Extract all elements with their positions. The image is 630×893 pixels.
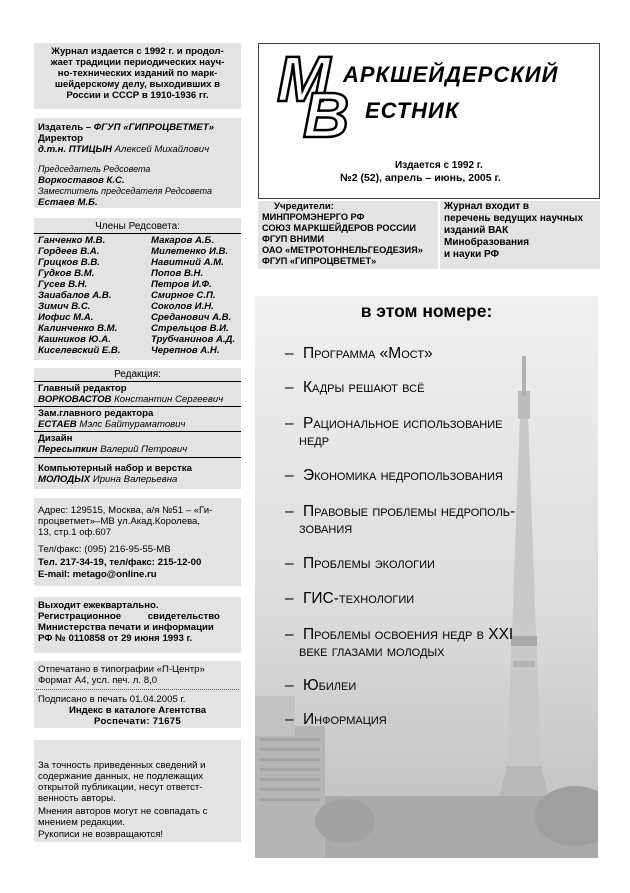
council-member: Смирное С.П. <box>151 290 216 301</box>
founder-item: ФГУП «ГИПРОЦВЕТМЕТ» <box>262 256 377 266</box>
vak-line: Минобразования <box>444 237 530 248</box>
vak-line: и науки РФ <box>444 249 500 260</box>
deputy-line <box>38 419 185 430</box>
printing-divider <box>36 689 239 690</box>
signed-date: Подписано в печать 01.04.2005 г. <box>38 694 186 705</box>
address-line: 13, стр.1 оф.607 <box>38 527 112 538</box>
masthead <box>258 43 600 199</box>
editorial-divider <box>34 406 241 407</box>
council-member: Гудков В.М. <box>38 268 95 279</box>
phone-line: Тел. 217-34-19, тел/факс: 215-12-00 <box>38 557 202 568</box>
publisher-name: ФГУП «ГИПРОЦВЕТМЕТ» <box>93 122 215 133</box>
since-text: Издается с 1992 г. <box>395 160 483 171</box>
council-member: Петров И.Ф. <box>151 279 212 290</box>
founder-item: ОАО «МЕТРОТОННЕЛЬГЕОДЕЗИЯ» <box>262 245 423 255</box>
chair-label: Председатель Редсовета <box>38 164 151 174</box>
council-member: Соколов И.Н. <box>151 301 214 312</box>
logo-letter-v: В <box>303 79 350 151</box>
disclaimer-line: открытой публикации, несут ответст- <box>38 782 203 793</box>
intro-line: России и СССР в 1910-1936 гг. <box>66 90 209 101</box>
director-label: Директор <box>38 133 84 144</box>
disclaimer-line: содержание данных, не подлежащих <box>38 771 204 782</box>
title-word2: ЕСТНИК <box>365 98 460 123</box>
dash: – <box>285 711 294 728</box>
contents-item-title: ГИС-технологии <box>303 590 415 607</box>
phone-fax: Тел/факс: (095) 216-95-55-МВ <box>38 544 171 555</box>
publisher-line <box>38 122 214 133</box>
council-heading: Члены Редсовета: <box>95 221 180 232</box>
registration-line: Министерства печати и информации <box>38 622 214 633</box>
council-member: Иофис М.А. <box>38 312 94 323</box>
council-member: Киселевский Е.В. <box>38 345 121 356</box>
council-member: Навитний А.М. <box>151 257 224 268</box>
council-member: Гордеев В.А. <box>38 246 100 257</box>
dash: – <box>285 590 294 607</box>
dash: – <box>285 626 294 643</box>
council-member: Трубчанинов А.Д. <box>151 334 236 345</box>
intro-line: Журнал издается с 1992 г. и продол- <box>51 46 224 57</box>
contents-item-title: Экономика недропользования <box>303 467 503 484</box>
council-member: Гусев В.Н. <box>38 279 88 290</box>
editorial-heading: Редакция: <box>114 369 161 380</box>
email: E-mail: metago@online.ru <box>38 569 157 580</box>
council-member: Макаров А.Б. <box>151 235 214 246</box>
dash: – <box>285 415 294 432</box>
chair-name: Воркоставов К.С. <box>38 175 125 186</box>
design-line <box>38 444 187 455</box>
editorial-divider <box>34 431 241 432</box>
format: Формат А4, усл. печ. л. 8,0 <box>38 675 158 686</box>
intro-line: жает традиции периодических науч- <box>50 57 225 68</box>
contents-heading: в этом номере: <box>360 301 493 321</box>
council-member: Среданович А.В. <box>151 312 232 323</box>
council-member: Попов В.Н. <box>151 268 204 279</box>
chief-label: Главный редактор <box>38 383 127 394</box>
council-member: Кашников Ю.А. <box>38 334 111 345</box>
founder-item: ФГУП ВНИМИ <box>262 234 325 244</box>
intro-line: шейдерскому делу, выходивших в <box>54 79 221 90</box>
dash: – <box>285 503 294 520</box>
disclaimer-line: мнением редакции. <box>38 817 125 828</box>
dash: – <box>285 555 294 572</box>
founders-heading: Учредители: <box>274 201 334 212</box>
contents-item-title: веке глазами молодых <box>299 643 445 660</box>
vak-line: перечень ведущих научных <box>444 213 583 224</box>
deputy-label: Зам.главного редактора <box>38 408 154 419</box>
address-line: процветмет»–МВ ул.Акад.Королева, <box>38 516 201 527</box>
council-member: Заиабалов А.В. <box>38 290 112 301</box>
contents-item-title: Кадры решают всё <box>303 379 425 396</box>
council-member: Стрельцов В.И. <box>151 323 229 334</box>
founder-item: МИНПРОМЭНЕРГО РФ <box>262 212 365 222</box>
title-word1: АРКШЕЙДЕРСКИЙ <box>343 62 559 87</box>
vice-name: Естаев М.Б. <box>38 197 98 208</box>
design-name: Валерий Петрович <box>97 444 188 455</box>
design-label: Дизайн <box>38 433 73 444</box>
vice-label: Заместитель председателя Редсовета <box>38 186 213 196</box>
typeset-surname: МОЛОДЫХ <box>38 474 91 485</box>
council-member: Милетенко И.В. <box>151 246 229 257</box>
registration-line: Регистрационное свидетельство <box>38 611 220 622</box>
chief-surname: ВОРКОВАСТОВ <box>38 394 112 405</box>
disclaimer-line: Рукописи не возвращаются! <box>38 829 164 840</box>
editorial-divider <box>34 381 241 382</box>
contents-item-title: Юбилеи <box>303 677 357 694</box>
council-member: Грицков В.В. <box>38 257 100 268</box>
contents-item-title: Рациональное использование <box>303 415 503 432</box>
chief-line <box>38 394 223 405</box>
council-member: Ганченко М.В. <box>38 235 106 246</box>
contents-item-title: Проблемы освоения недр в XXI <box>303 626 514 643</box>
contents-item-title: Программа «Мост» <box>303 345 433 362</box>
index-label: Индекс в каталоге Агентства <box>68 705 207 716</box>
disclaimer-line: За точность приведенных сведений и <box>38 760 206 771</box>
dash: – <box>285 345 294 362</box>
registration-line: Выходит ежеквартально. <box>38 600 159 611</box>
director-name: Алексей Михайлович <box>114 144 210 155</box>
design-surname: Пересыпкин <box>38 444 98 455</box>
vak-line: Журнал входит в <box>444 201 530 212</box>
publisher-label: Издатель – <box>38 122 94 133</box>
council-member: Калинченко В.М. <box>38 323 118 334</box>
dash: – <box>285 467 294 484</box>
council-member: Зимич В.С. <box>38 301 91 312</box>
contents-item-title: Проблемы экологии <box>303 555 435 572</box>
disclaimer-line: венность авторы. <box>38 793 116 804</box>
dash: – <box>285 379 294 396</box>
typeset-label: Компьютерный набор и верстка <box>38 463 192 474</box>
disclaimer-line: Мнения авторов могут не совпадать с <box>38 806 208 817</box>
vak-line: изданий ВАК <box>444 225 509 236</box>
deputy-name: Мэлс Байтураматович <box>76 419 186 430</box>
contents-panel <box>255 296 598 858</box>
logo-letter-m: М <box>277 43 331 115</box>
issue-text: №2 (52), апрель – июнь, 2005 г. <box>340 172 501 184</box>
editorial-divider <box>34 457 241 458</box>
council-member: Черепнов А.Н. <box>151 345 220 356</box>
registration-line: РФ № 0110858 от 29 июня 1993 г. <box>38 633 193 644</box>
index-value: Роспечати: 71675 <box>94 716 181 727</box>
typeset-line <box>38 474 177 485</box>
intro-line: но-технических изданий по марк- <box>57 68 218 79</box>
dash: – <box>285 677 294 694</box>
director-degree: д.т.н. ПТИЦЫН <box>38 144 115 155</box>
council-divider <box>34 233 241 234</box>
contents-item-title: Информация <box>303 711 387 728</box>
contents-item-title: недр <box>299 432 330 449</box>
typeset-name: Ирина Валерьевна <box>90 474 178 485</box>
director-line <box>38 144 209 155</box>
printed-at: Отпечатано в типографии «П-Центр» <box>38 664 205 675</box>
founder-item: СОЮЗ МАРКШЕЙДЕРОВ РОССИИ <box>262 223 416 233</box>
chief-name: Константин Сергеевич <box>111 394 224 405</box>
address-line: Адрес: 129515, Москва, а/я №51 – «Ги- <box>38 505 213 516</box>
contents-item-title: Правовые проблемы недрополь- <box>303 503 516 520</box>
contents-item-title: зования <box>299 520 353 537</box>
deputy-surname: ЕСТАЕВ <box>38 419 77 430</box>
